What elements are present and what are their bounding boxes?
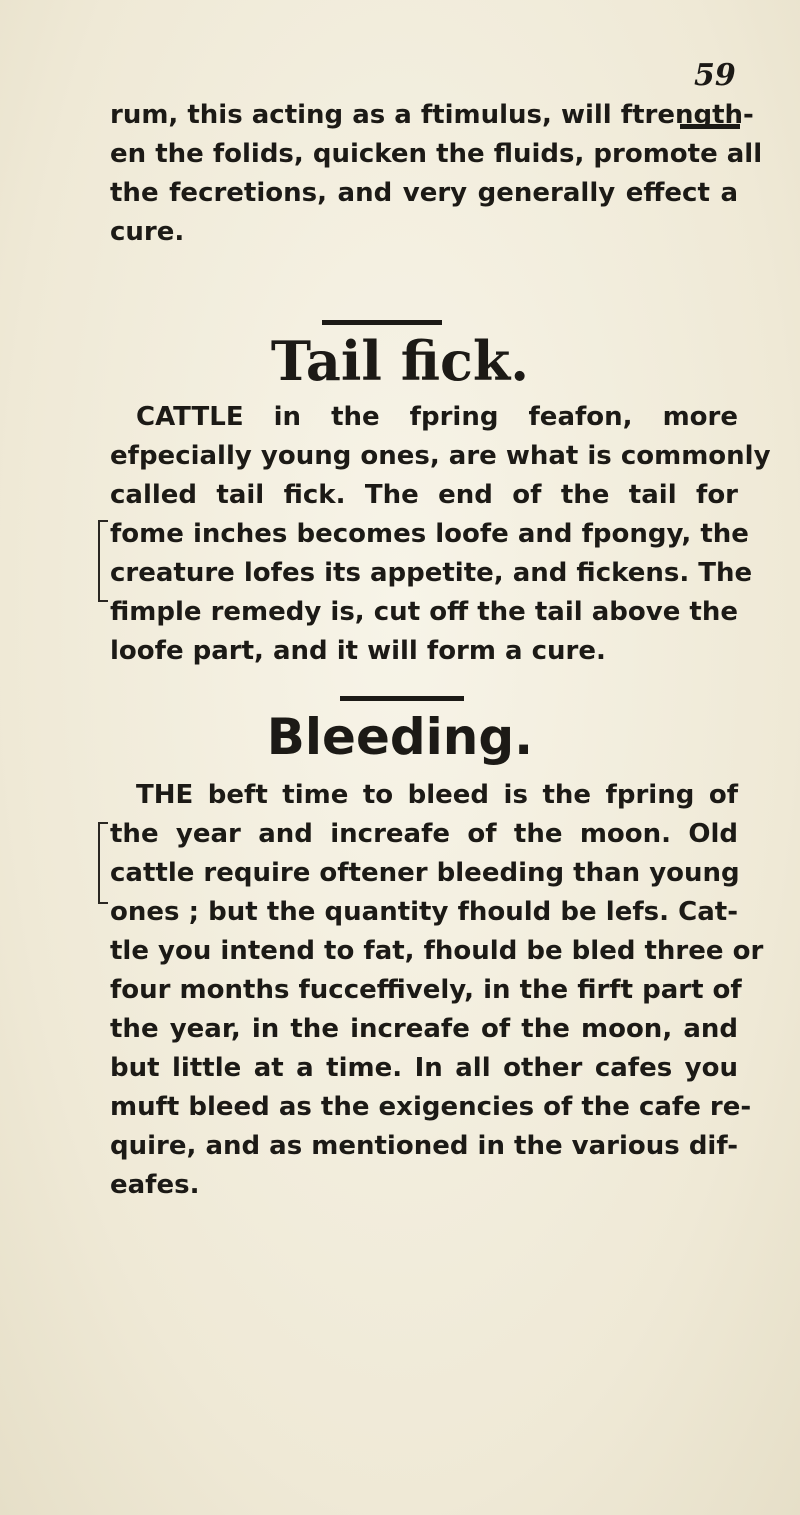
- text-line: cure.: [110, 217, 185, 247]
- text-line: creature lofes its appetite, and fickens. The: [110, 558, 753, 588]
- text-line: four months fucceffively, in the firft part of: [110, 975, 742, 1005]
- text-line: tle you intend to fat, fhould be bled three or: [110, 936, 764, 966]
- text-line: quire, and as mentioned in the various dif-: [110, 1131, 738, 1161]
- section-heading-tail-sick: Tail fick.: [270, 329, 530, 393]
- text-line: fimple remedy is, cut off the tail above the: [110, 597, 738, 627]
- section-rule: [322, 320, 442, 325]
- text-line: eafes.: [110, 1170, 200, 1200]
- text-line: called tail fick. The end of the tail for: [110, 480, 738, 510]
- bleeding-paragraph: [110, 776, 764, 1205]
- text-line: efpecially young ones, are what is commonly: [110, 441, 771, 471]
- margin-bracket: [98, 520, 108, 602]
- margin-bracket: [98, 822, 108, 904]
- text-line: the year, in the increafe of the moon, and: [110, 1014, 738, 1044]
- tail-sick-paragraph: [110, 398, 771, 671]
- text-line: en the folids, quicken the fluids, promote all: [110, 139, 763, 169]
- text-line: CATTLE in the fpring feafon, more: [136, 402, 738, 432]
- text-line: fome inches becomes loofe and fpongy, the: [110, 519, 749, 549]
- text-line: cattle require oftener bleeding than young: [110, 858, 740, 888]
- text-line: muft bleed as the exigencies of the cafe re-: [110, 1092, 752, 1122]
- text-line: ones ; but the quantity fhould be lefs. Cat-: [110, 897, 738, 927]
- text-line: rum, this acting as a ftimulus, will ftrength-: [110, 100, 754, 130]
- text-line: loofe part, and it will form a cure.: [110, 636, 606, 666]
- section-rule: [340, 696, 464, 701]
- text-line: the fecretions, and very generally effect a: [110, 178, 738, 208]
- text-line: THE beft time to bleed is the fpring of: [136, 780, 738, 810]
- opening-paragraph: [110, 96, 763, 252]
- text-line: but little at a time. In all other cafes you: [110, 1053, 738, 1083]
- text-line: the year and increafe of the moon. Old: [110, 819, 738, 849]
- page-number: 59: [694, 58, 736, 93]
- section-heading-bleeding: Bleeding.: [266, 708, 534, 766]
